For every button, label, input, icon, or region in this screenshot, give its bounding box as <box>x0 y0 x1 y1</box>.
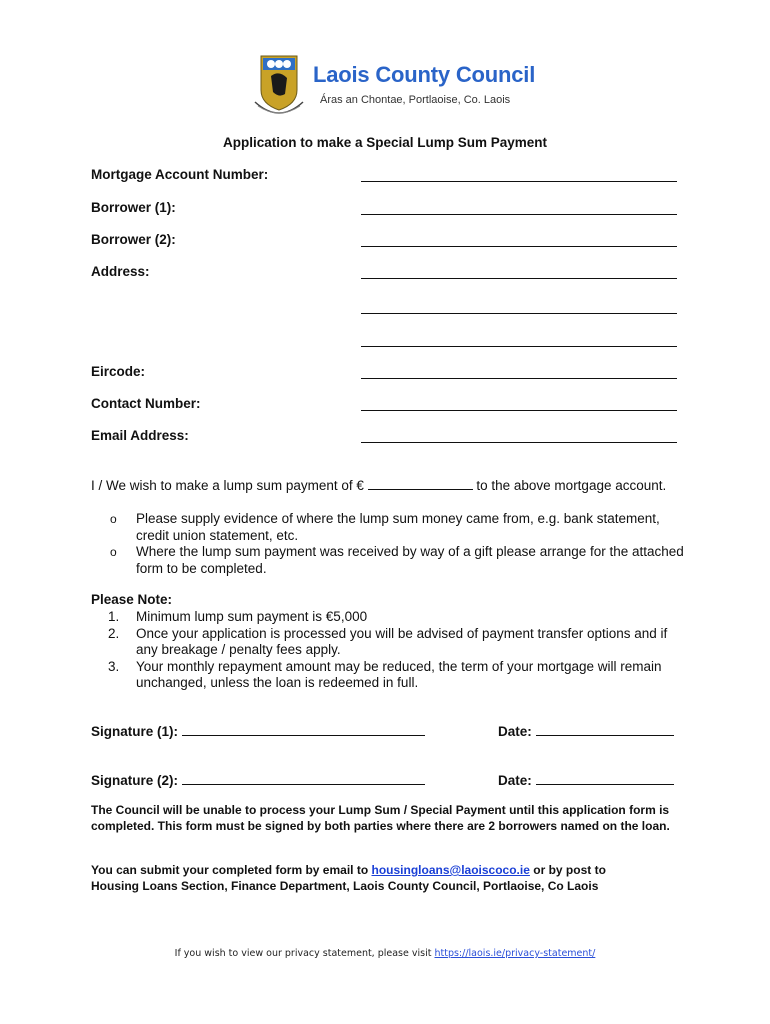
completion-warning: The Council will be unable to process your Lump Sum / Special Payment until this application form is completed. This form must be signed by both parties where there are 2 borrowers named on the loan. <box>91 803 670 833</box>
list-item <box>108 626 688 659</box>
eircode-label: Eircode: <box>91 364 146 379</box>
date-1-label: Date: <box>498 724 536 739</box>
borrower-1-field[interactable] <box>361 214 677 215</box>
date-2 <box>498 772 674 788</box>
borrower-2-field[interactable] <box>361 246 677 247</box>
email-link[interactable]: housingloans@laoiscoco.ie <box>371 863 530 877</box>
list-text: Minimum lump sum payment is €5,000 <box>136 609 368 624</box>
privacy-footer <box>0 948 770 959</box>
date-2-label: Date: <box>498 773 536 788</box>
date-1 <box>498 723 674 739</box>
lump-sum-amount-field[interactable] <box>368 477 473 490</box>
signature-2 <box>91 772 425 788</box>
submit-prefix: You can submit your completed form by email to <box>91 863 372 877</box>
email-address-label: Email Address: <box>91 428 189 443</box>
lump-sum-prefix: I / We wish to make a lump sum payment of € <box>91 478 368 493</box>
document-title: Application to make a Special Lump Sum Payment <box>222 135 548 150</box>
circle-bullet-icon: o <box>110 512 117 526</box>
eircode-field[interactable] <box>361 378 677 379</box>
signature-1-label: Signature (1): <box>91 724 182 739</box>
evidence-bullet-list <box>110 511 690 577</box>
bullet-text: Please supply evidence of where the lump sum money came from, e.g. bank statement, credit union statement, etc. <box>136 511 660 543</box>
lump-sum-statement <box>91 477 666 493</box>
contact-number-label: Contact Number: <box>91 396 201 411</box>
list-item <box>108 609 688 626</box>
submission-instructions <box>91 863 681 894</box>
address-label: Address: <box>91 264 150 279</box>
list-text: Once your application is processed you will be advised of payment transfer options and if any breakage / penalty fees apply. <box>136 625 668 657</box>
county-crest-logo <box>251 52 307 122</box>
postal-address: Housing Loans Section, Finance Department, Laois County Council, Portlaoise, Co Laois <box>91 878 599 893</box>
address-field-line-3[interactable] <box>361 346 677 347</box>
footer-text: If you wish to view our privacy statement, please visit <box>174 948 435 959</box>
address-field-line-1[interactable] <box>361 278 677 279</box>
signature-2-label: Signature (2): <box>91 773 182 788</box>
email-address-field[interactable] <box>361 442 677 443</box>
lump-sum-suffix: to the above mortgage account. <box>472 478 667 493</box>
list-text: Your monthly repayment amount may be reduced, the term of your mortgage will remain unchanged, unless the loan is redeemed in full. <box>136 658 662 690</box>
address-field-line-2[interactable] <box>361 313 677 314</box>
list-item <box>108 659 688 692</box>
council-address: Áras an Chontae, Portlaoise, Co. Laois <box>320 94 511 106</box>
list-item <box>110 511 690 544</box>
note-list <box>108 609 688 692</box>
mortgage-account-label: Mortgage Account Number: <box>91 167 269 182</box>
borrower-2-label: Borrower (2): <box>91 232 176 247</box>
signature-1-field[interactable] <box>182 723 425 736</box>
signature-2-field[interactable] <box>182 772 425 785</box>
date-2-field[interactable] <box>536 772 674 785</box>
contact-number-field[interactable] <box>361 410 677 411</box>
circle-bullet-icon: o <box>110 545 117 559</box>
list-number: 1. <box>108 609 120 624</box>
date-1-field[interactable] <box>536 723 674 736</box>
submit-middle: or by post to <box>529 863 606 877</box>
bullet-text: Where the lump sum payment was received by way of a gift please arrange for the attached form to be completed. <box>136 544 684 576</box>
note-heading: Please Note: <box>91 592 173 607</box>
signature-1 <box>91 723 425 739</box>
borrower-1-label: Borrower (1): <box>91 200 176 215</box>
list-number: 2. <box>108 625 120 641</box>
council-name: Laois County Council <box>313 62 536 87</box>
list-number: 3. <box>108 658 120 674</box>
list-item <box>110 544 690 577</box>
privacy-statement-link[interactable]: https://laois.ie/privacy-statement/ <box>434 948 596 959</box>
mortgage-account-field[interactable] <box>361 181 677 182</box>
